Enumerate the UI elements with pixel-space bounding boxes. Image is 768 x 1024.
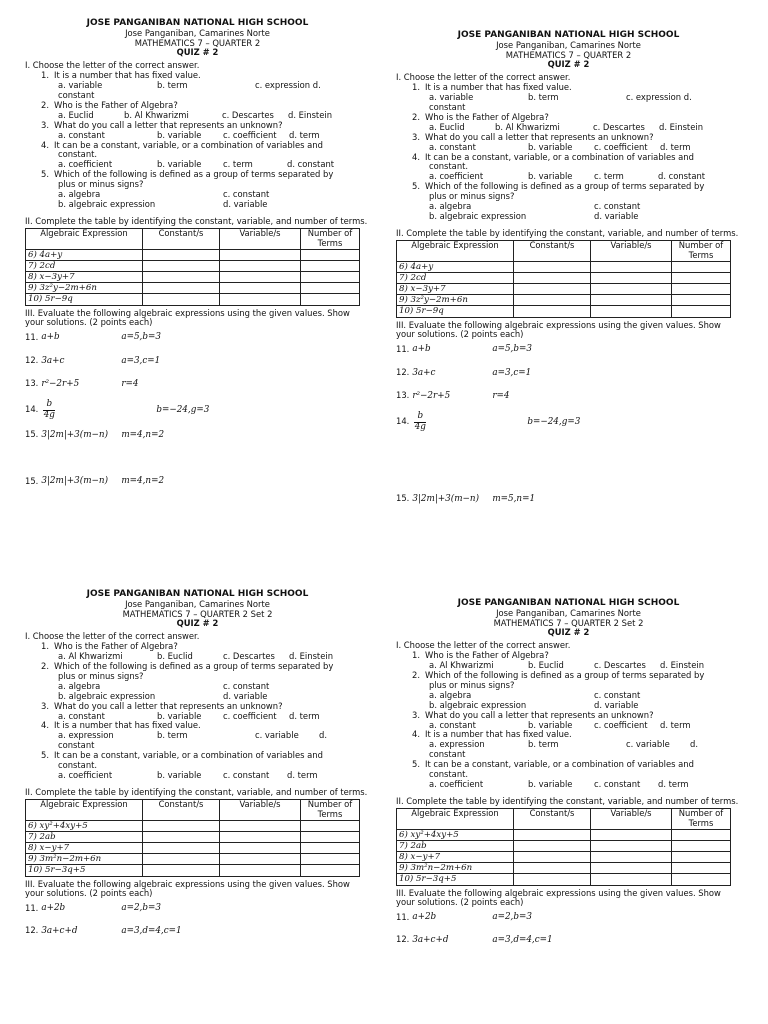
school-name: JOSE PANGANIBAN NATIONAL HIGH SCHOOL	[86, 18, 309, 28]
variable-cell[interactable]	[220, 854, 301, 865]
part-3-title: III. Evaluate the following algebraic expressions using the given values. Show your solutions. (2 points each)	[25, 307, 350, 328]
table-header: Variable/s	[591, 240, 672, 261]
question-4-cont: constant	[429, 749, 466, 760]
table-header: Algebraic Expression	[26, 799, 143, 820]
eval-item-12: 12. 3a+c a=3,c=1	[25, 354, 161, 366]
part-1-title: I. Choose the letter of the correct answer.	[25, 60, 200, 71]
option: c. Descartes	[223, 651, 275, 662]
expression-cell: 7) 2cd	[26, 260, 143, 271]
school-address: Jose Panganiban, Camarines Norte	[125, 27, 270, 38]
quiz-number: QUIZ # 2	[176, 618, 219, 629]
variable-cell[interactable]	[591, 840, 672, 851]
option: c. term	[223, 159, 253, 170]
part-1-title: I. Choose the letter of the correct answer.	[25, 631, 200, 642]
question-4: 4. It can be a constant, variable, or a combination of variables and	[41, 139, 323, 150]
option: a. variable	[58, 80, 103, 91]
constant-cell[interactable]	[514, 284, 591, 295]
terms-cell[interactable]	[301, 249, 360, 260]
table-row	[397, 863, 731, 874]
table-header: Variable/s	[220, 799, 301, 820]
subject-line: MATHEMATICS 7 – QUARTER 2 Set 2	[493, 617, 644, 628]
table-row	[26, 865, 360, 876]
question-2: 2. Which of the following is defined as a group of terms separated by	[412, 670, 705, 681]
table-header: Algebraic Expression	[397, 240, 514, 261]
quiz-number: QUIZ # 2	[547, 59, 590, 70]
table-header: Number of Terms	[672, 240, 731, 261]
variable-cell[interactable]	[220, 272, 301, 283]
constant-cell[interactable]	[514, 306, 591, 317]
terms-cell[interactable]	[672, 306, 731, 317]
question-4: 4. It can be a constant, variable, or a combination of variables and	[412, 151, 694, 162]
constant-cell[interactable]	[143, 865, 220, 876]
terms-cell[interactable]	[301, 854, 360, 865]
part-1-title: I. Choose the letter of the correct answer.	[396, 72, 571, 83]
question-5: 5. Which of the following is defined as a group of terms separated by	[412, 181, 705, 192]
option: a. constant	[429, 141, 476, 152]
option: c. expression d.	[255, 80, 321, 91]
table-header: Constant/s	[514, 808, 591, 829]
expression-cell: 10) 5r−3q+5	[26, 865, 143, 876]
question-4-cont: constant.	[429, 161, 469, 172]
table-header-row	[397, 808, 731, 829]
quiz-number: QUIZ # 2	[547, 627, 590, 638]
terms-cell[interactable]	[672, 829, 731, 840]
table-row	[26, 854, 360, 865]
option: d.	[690, 739, 698, 750]
table-header: Number of Terms	[672, 808, 731, 829]
expression-cell: 6) xy²+4xy+5	[397, 829, 514, 840]
table-row	[397, 829, 731, 840]
expression-cell: 9) 3m²n−2m+6n	[397, 863, 514, 874]
part-2-title: II. Complete the table by identifying the constant, variable, and number of terms.	[396, 795, 739, 806]
expression-cell: 10) 5r−3q+5	[397, 874, 514, 885]
variable-cell[interactable]	[220, 820, 301, 831]
option: c. term	[594, 171, 624, 182]
constant-cell[interactable]	[143, 843, 220, 854]
table-row	[26, 283, 360, 294]
option: a. constant	[58, 129, 105, 140]
option: b. variable	[157, 159, 202, 170]
table-row	[26, 272, 360, 283]
constant-cell[interactable]	[514, 295, 591, 306]
table-row	[397, 840, 731, 851]
option: b. variable	[157, 770, 202, 781]
table-header: Constant/s	[514, 240, 591, 261]
table-header-row	[26, 799, 360, 820]
eval-item-13: 13. r²−2r+5 r=4	[25, 378, 139, 390]
terms-cell[interactable]	[672, 295, 731, 306]
terms-cell[interactable]	[301, 272, 360, 283]
expression-cell: 9) 3z²y−2m+6n	[26, 283, 143, 294]
terms-table	[25, 799, 360, 877]
question-1: 1. It is a number that has fixed value.	[41, 70, 201, 81]
question-1-cont: constant	[58, 90, 95, 101]
option: b. term	[528, 92, 559, 103]
option: b. algebraic expression	[429, 699, 527, 710]
option: a. coefficient	[429, 171, 484, 182]
option: c. coefficient	[594, 141, 648, 152]
option: d.	[319, 730, 327, 741]
variable-cell[interactable]	[220, 249, 301, 260]
variable-cell[interactable]	[220, 294, 301, 305]
constant-cell[interactable]	[514, 874, 591, 885]
option: b. term	[528, 739, 559, 750]
option: b. Euclid	[528, 660, 564, 671]
option: c. constant	[223, 770, 270, 781]
constant-cell[interactable]	[143, 831, 220, 842]
option: a. algebra	[58, 189, 101, 200]
option: a. constant	[429, 719, 476, 730]
quiz-set-3	[25, 589, 370, 936]
subject-line: MATHEMATICS 7 – QUARTER 2	[134, 37, 261, 48]
quiz-header	[25, 18, 370, 58]
expression-cell: 8) x−y+7	[26, 843, 143, 854]
table-header: Variable/s	[220, 228, 301, 249]
option: c. Descartes	[593, 121, 645, 132]
option: d. variable	[594, 211, 639, 222]
expression-cell: 9) 3z²y−2m+6n	[397, 295, 514, 306]
part-2-title: II. Complete the table by identifying the constant, variable, and number of terms.	[25, 786, 368, 797]
terms-cell[interactable]	[672, 840, 731, 851]
constant-cell[interactable]	[514, 840, 591, 851]
option: c. constant	[223, 189, 270, 200]
option: b. term	[157, 730, 188, 741]
quiz-set-2	[396, 30, 741, 504]
eval-item-12: 12. 3a+c+d a=3,d=4,c=1	[396, 933, 553, 945]
table-row	[26, 831, 360, 842]
question-1: 1. Who is the Father of Algebra?	[41, 641, 178, 652]
option: a. Euclid	[58, 109, 94, 120]
eval-item-11: 11. a+b a=5,b=3	[25, 331, 161, 343]
quiz-header	[396, 30, 741, 70]
option: d. term	[658, 779, 689, 790]
option: a. constant	[58, 710, 105, 721]
variable-cell[interactable]	[591, 874, 672, 885]
terms-cell[interactable]	[672, 863, 731, 874]
table-header: Number of Terms	[301, 228, 360, 249]
part-3-title: III. Evaluate the following algebraic expressions using the given values. Show your solutions. (2 points each)	[25, 878, 350, 899]
quiz-header	[25, 589, 370, 629]
expression-cell: 8) x−3y+7	[397, 284, 514, 295]
table-row	[397, 295, 731, 306]
part-2-title: II. Complete the table by identifying the constant, variable, and number of terms.	[396, 227, 739, 238]
variable-cell[interactable]	[591, 295, 672, 306]
option: b. variable	[528, 171, 573, 182]
eval-item-11: 11. a+2b a=2,b=3	[25, 902, 161, 914]
variable-cell[interactable]	[591, 829, 672, 840]
eval-item-12: 12. 3a+c a=3,c=1	[396, 366, 532, 378]
quiz-header	[396, 598, 741, 638]
terms-cell[interactable]	[301, 283, 360, 294]
question-3: 3. What do you call a letter that represents an unknown?	[41, 700, 283, 711]
terms-cell[interactable]	[301, 865, 360, 876]
option: d. variable	[594, 699, 639, 710]
part-3-title: III. Evaluate the following algebraic expressions using the given values. Show your solutions. (2 points each)	[396, 887, 721, 908]
question-4: 4. It is a number that has fixed value.	[412, 729, 572, 740]
option: b. Euclid	[157, 651, 193, 662]
variable-cell[interactable]	[591, 272, 672, 283]
variable-cell[interactable]	[220, 283, 301, 294]
quiz-set-4	[396, 598, 741, 945]
option: c. coefficient	[594, 719, 648, 730]
option: b. term	[157, 80, 188, 91]
terms-cell[interactable]	[301, 260, 360, 271]
option: d. Einstein	[659, 121, 704, 132]
question-5-cont: constant.	[58, 760, 98, 771]
option: a. coefficient	[429, 779, 484, 790]
option: c. constant	[594, 201, 641, 212]
option: b. variable	[528, 779, 573, 790]
subject-line: MATHEMATICS 7 – QUARTER 2 Set 2	[122, 608, 273, 619]
table-header-row	[26, 228, 360, 249]
terms-cell[interactable]	[301, 294, 360, 305]
table-header: Number of Terms	[301, 799, 360, 820]
table-header: Algebraic Expression	[26, 228, 143, 249]
option: b. algebraic expression	[58, 199, 156, 210]
table-row	[26, 260, 360, 271]
table-row	[397, 272, 731, 283]
expression-cell: 7) 2cd	[397, 272, 514, 283]
option: d. Einstein	[289, 651, 334, 662]
eval-item-14: 14. $\frac{b}{4g}$ b=−24,g=3	[25, 399, 210, 420]
expression-cell: 8) x−y+7	[397, 852, 514, 863]
terms-table	[396, 240, 731, 318]
school-address: Jose Panganiban, Camarines Norte	[496, 39, 641, 50]
option: b. variable	[157, 129, 202, 140]
variable-cell[interactable]	[591, 261, 672, 272]
variable-cell[interactable]	[220, 865, 301, 876]
question-5-options-b	[396, 212, 741, 222]
question-5-cont: constant.	[429, 769, 469, 780]
terms-cell[interactable]	[672, 852, 731, 863]
variable-cell[interactable]	[220, 843, 301, 854]
variable-cell[interactable]	[591, 284, 672, 295]
constant-cell[interactable]	[143, 820, 220, 831]
option: a. variable	[429, 92, 474, 103]
constant-cell[interactable]	[514, 863, 591, 874]
table-header: Constant/s	[143, 799, 220, 820]
eval-item-11: 11. a+2b a=2,b=3	[396, 911, 532, 923]
school-name: JOSE PANGANIBAN NATIONAL HIGH SCHOOL	[86, 589, 309, 599]
terms-cell[interactable]	[672, 874, 731, 885]
question-2-cont: plus or minus signs?	[58, 670, 144, 681]
question-5-options	[396, 780, 741, 790]
table-row	[397, 874, 731, 885]
option: d. constant	[658, 171, 706, 182]
part-1-title: I. Choose the letter of the correct answer.	[396, 640, 571, 651]
option: a. Euclid	[429, 121, 465, 132]
terms-cell[interactable]	[672, 261, 731, 272]
expression-cell: 10) 5r−9q	[26, 294, 143, 305]
question-1: 1. It is a number that has fixed value.	[412, 82, 572, 93]
option: d. term	[289, 129, 320, 140]
fraction: $\frac{b}{4g}$	[43, 399, 55, 420]
variable-cell[interactable]	[591, 852, 672, 863]
option: a. coefficient	[58, 770, 113, 781]
part-3-title: III. Evaluate the following algebraic expressions using the given values. Show your solutions. (2 points each)	[396, 319, 721, 340]
terms-cell[interactable]	[301, 820, 360, 831]
school-name: JOSE PANGANIBAN NATIONAL HIGH SCHOOL	[457, 598, 680, 608]
option: b. Al Khwarizmi	[495, 121, 560, 132]
constant-cell[interactable]	[143, 283, 220, 294]
option: c. constant	[594, 779, 641, 790]
option: b. variable	[157, 710, 202, 721]
expression-cell: 6) xy²+4xy+5	[26, 820, 143, 831]
option: c. coefficient	[223, 129, 277, 140]
table-row	[26, 843, 360, 854]
quiz-number: QUIZ # 2	[176, 47, 219, 58]
table-header: Variable/s	[591, 808, 672, 829]
eval-item-15: 15. 3|2m|+3(m−n) m=4,n=2	[25, 429, 165, 440]
option: b. variable	[528, 719, 573, 730]
option: d. Einstein	[288, 109, 333, 120]
terms-cell[interactable]	[301, 831, 360, 842]
part-2-title: II. Complete the table by identifying the constant, variable, and number of terms.	[25, 215, 368, 226]
variable-cell[interactable]	[591, 863, 672, 874]
school-address: Jose Panganiban, Camarines Norte	[496, 607, 641, 618]
question-5-options	[25, 771, 370, 781]
table-row	[26, 820, 360, 831]
option: d. Einstein	[660, 660, 705, 671]
constant-cell[interactable]	[143, 249, 220, 260]
option: d. term	[660, 141, 691, 152]
question-5: 5. Which of the following is defined as a group of terms separated by	[41, 169, 334, 180]
option: a. algebra	[58, 680, 101, 691]
table-row	[397, 284, 731, 295]
option: d. constant	[287, 159, 335, 170]
option: a. Al Khwarizmi	[429, 660, 494, 671]
expression-cell: 10) 5r−9q	[397, 306, 514, 317]
table-row	[397, 261, 731, 272]
option: c. Descartes	[594, 660, 646, 671]
option: b. variable	[528, 141, 573, 152]
constant-cell[interactable]	[514, 272, 591, 283]
terms-cell[interactable]	[301, 843, 360, 854]
option: a. algebra	[429, 201, 472, 212]
eval-item-15: 15. 3|2m|+3(m−n) m=5,n=1	[396, 493, 536, 504]
option: c. constant	[594, 689, 641, 700]
eval-item-14: 14. $\frac{b}{4g}$ b=−24,g=3	[396, 411, 581, 432]
option: d. term	[289, 710, 320, 721]
table-row	[397, 306, 731, 317]
question-4-cont: constant.	[58, 149, 98, 160]
table-header: Algebraic Expression	[397, 808, 514, 829]
option: a. Al Khwarizmi	[58, 651, 123, 662]
expression-cell: 8) x−3y+7	[26, 272, 143, 283]
terms-cell[interactable]	[672, 272, 731, 283]
eval-item-15-repeat: 15. 3|2m|+3(m−n) m=4,n=2	[25, 475, 165, 487]
terms-table	[396, 808, 731, 886]
question-5: 5. It can be a constant, variable, or a combination of variables and	[41, 750, 323, 761]
constant-cell[interactable]	[143, 272, 220, 283]
question-3: 3. What do you call a letter that represents an unknown?	[412, 131, 654, 142]
quiz-set-1	[25, 18, 370, 487]
question-5: 5. It can be a constant, variable, or a combination of variables and	[412, 759, 694, 770]
question-3: 3. What do you call a letter that represents an unknown?	[41, 119, 283, 130]
eval-item-12: 12. 3a+c+d a=3,d=4,c=1	[25, 924, 182, 936]
expression-cell: 6) 4a+y	[397, 261, 514, 272]
constant-cell[interactable]	[514, 829, 591, 840]
variable-cell[interactable]	[220, 831, 301, 842]
table-row	[26, 249, 360, 260]
table-header: Constant/s	[143, 228, 220, 249]
expression-cell: 7) 2ab	[397, 840, 514, 851]
option: a. expression	[58, 730, 114, 741]
table-header-row	[397, 240, 731, 261]
question-5-cont: plus or minus signs?	[429, 191, 515, 202]
question-5-options-b	[25, 200, 370, 210]
terms-cell[interactable]	[672, 284, 731, 295]
option: d. term	[287, 770, 318, 781]
table-row	[26, 294, 360, 305]
option: a. coefficient	[58, 159, 113, 170]
subject-line: MATHEMATICS 7 – QUARTER 2	[505, 49, 632, 60]
question-3: 3. What do you call a letter that represents an unknown?	[412, 709, 654, 720]
option: b. algebraic expression	[58, 690, 156, 701]
eval-item-11: 11. a+b a=5,b=3	[396, 343, 532, 355]
option: d. variable	[223, 199, 268, 210]
constant-cell[interactable]	[143, 294, 220, 305]
option: d. variable	[223, 690, 268, 701]
constant-cell[interactable]	[514, 852, 591, 863]
question-1: 1. Who is the Father of Algebra?	[412, 650, 549, 661]
question-1-cont: constant	[429, 102, 466, 113]
option: c. variable	[626, 739, 670, 750]
option: c. Descartes	[222, 109, 274, 120]
expression-cell: 7) 2ab	[26, 831, 143, 842]
expression-cell: 9) 3m²n−2m+6n	[26, 854, 143, 865]
question-4-cont: constant	[58, 740, 95, 751]
option: b. algebraic expression	[429, 211, 527, 222]
question-5-cont: plus or minus signs?	[58, 179, 144, 190]
variable-cell[interactable]	[591, 306, 672, 317]
constant-cell[interactable]	[143, 260, 220, 271]
terms-table	[25, 228, 360, 306]
question-2-cont: plus or minus signs?	[429, 679, 515, 690]
fraction: $\frac{b}{4g}$	[414, 411, 426, 432]
constant-cell[interactable]	[143, 854, 220, 865]
option: d. term	[660, 719, 691, 730]
expression-cell: 6) 4a+y	[26, 249, 143, 260]
option: c. expression d.	[626, 92, 692, 103]
option: c. variable	[255, 730, 299, 741]
option: c. coefficient	[223, 710, 277, 721]
option: a. algebra	[429, 689, 472, 700]
school-name: JOSE PANGANIBAN NATIONAL HIGH SCHOOL	[457, 30, 680, 40]
eval-item-13: 13. r²−2r+5 r=4	[396, 390, 510, 402]
constant-cell[interactable]	[514, 261, 591, 272]
question-4: 4. It is a number that has fixed value.	[41, 720, 201, 731]
question-2: 2. Which of the following is defined as a group of terms separated by	[41, 661, 334, 672]
question-2: 2. Who is the Father of Algebra?	[412, 111, 549, 122]
table-row	[397, 852, 731, 863]
variable-cell[interactable]	[220, 260, 301, 271]
school-address: Jose Panganiban, Camarines Norte	[125, 598, 270, 609]
question-2: 2. Who is the Father of Algebra?	[41, 99, 178, 110]
option: a. expression	[429, 739, 485, 750]
option: b. Al Khwarizmi	[124, 109, 189, 120]
option: c. constant	[223, 680, 270, 691]
